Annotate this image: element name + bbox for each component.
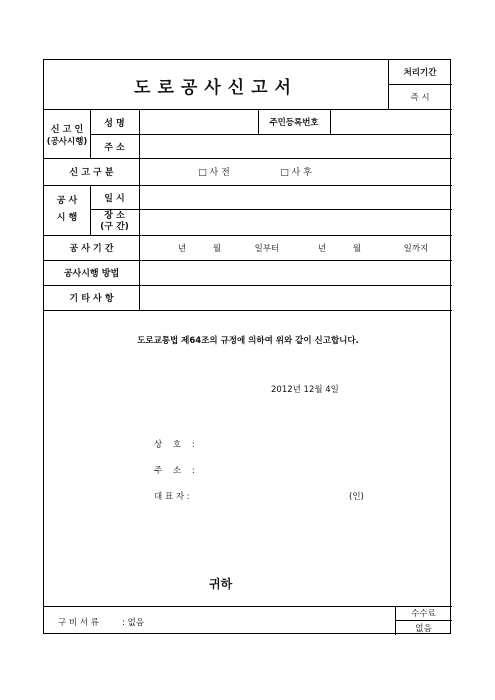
- reporter-group-label-line2: (공사시행): [46, 136, 88, 147]
- declaration-statement: 도로교통법 제64조의 규정에 의하여 위와 같이 신고합니다.: [137, 336, 359, 346]
- place-field[interactable]: [140, 210, 451, 234]
- form-title: 도로공사신고서: [134, 77, 298, 98]
- name-label: 성 명: [104, 118, 125, 129]
- required-docs-label: 구 비 서 류: [58, 618, 99, 628]
- construction-group-label-line2: 시 행: [56, 213, 78, 223]
- other-label: 기 타 사 항: [69, 294, 114, 304]
- address-field[interactable]: [140, 135, 451, 157]
- construction-group-label: [44, 185, 90, 235]
- method-field[interactable]: [140, 261, 451, 284]
- report-date: 2012년 12월 4일: [271, 385, 339, 395]
- resident-number-field[interactable]: [331, 111, 451, 133]
- method-label: 공사시행 방법: [63, 269, 120, 279]
- resident-number-label: 주민등록번호: [269, 118, 319, 128]
- place-label: [90, 209, 139, 235]
- period-end-month[interactable]: 월: [352, 243, 362, 254]
- other-field[interactable]: [140, 286, 451, 309]
- period-label: 공 사 기 간: [69, 244, 114, 254]
- footer-top-border: [44, 606, 452, 607]
- report-type-after-checkbox[interactable]: □ 사 후: [280, 168, 312, 178]
- required-docs-value: : 없음: [122, 618, 144, 628]
- reporter-group-label: [44, 110, 90, 158]
- name-field[interactable]: [140, 111, 258, 133]
- addressee: 귀하: [209, 577, 233, 591]
- period-end-day[interactable]: 일까지: [403, 243, 429, 254]
- datetime-label: 일 시: [104, 193, 125, 204]
- reporter-group-label-line1: 신 고 인: [50, 124, 84, 135]
- period-start-year[interactable]: 년: [177, 243, 187, 254]
- processing-period-value: 즉 시: [410, 93, 430, 103]
- period-start-month[interactable]: 월: [212, 243, 222, 254]
- report-type-label: 신 고 구 분: [69, 168, 114, 178]
- construction-group-label-line1: 공 사: [56, 196, 78, 206]
- road-construction-report-form: [43, 59, 451, 634]
- row-line-other: [44, 310, 452, 311]
- address-label: 주 소: [104, 142, 125, 153]
- report-type-before-checkbox[interactable]: □ 사 전: [198, 168, 230, 178]
- fee-label: 수수료: [411, 609, 436, 619]
- place-label-line1: 장 소: [104, 211, 125, 221]
- period-end-year[interactable]: 년: [317, 243, 327, 254]
- period-start-day[interactable]: 일부터: [254, 243, 280, 254]
- business-name-label: 상 호 :: [154, 440, 199, 450]
- datetime-field[interactable]: [140, 186, 451, 208]
- place-label-line2: (구 간): [100, 222, 129, 232]
- seal-mark: (인): [349, 492, 364, 502]
- processing-period-label: 처리기간: [403, 68, 437, 78]
- signer-address-label: 주 소 :: [154, 466, 199, 476]
- representative-label: 대 표 자 :: [154, 492, 190, 502]
- fee-value: 없음: [415, 623, 432, 634]
